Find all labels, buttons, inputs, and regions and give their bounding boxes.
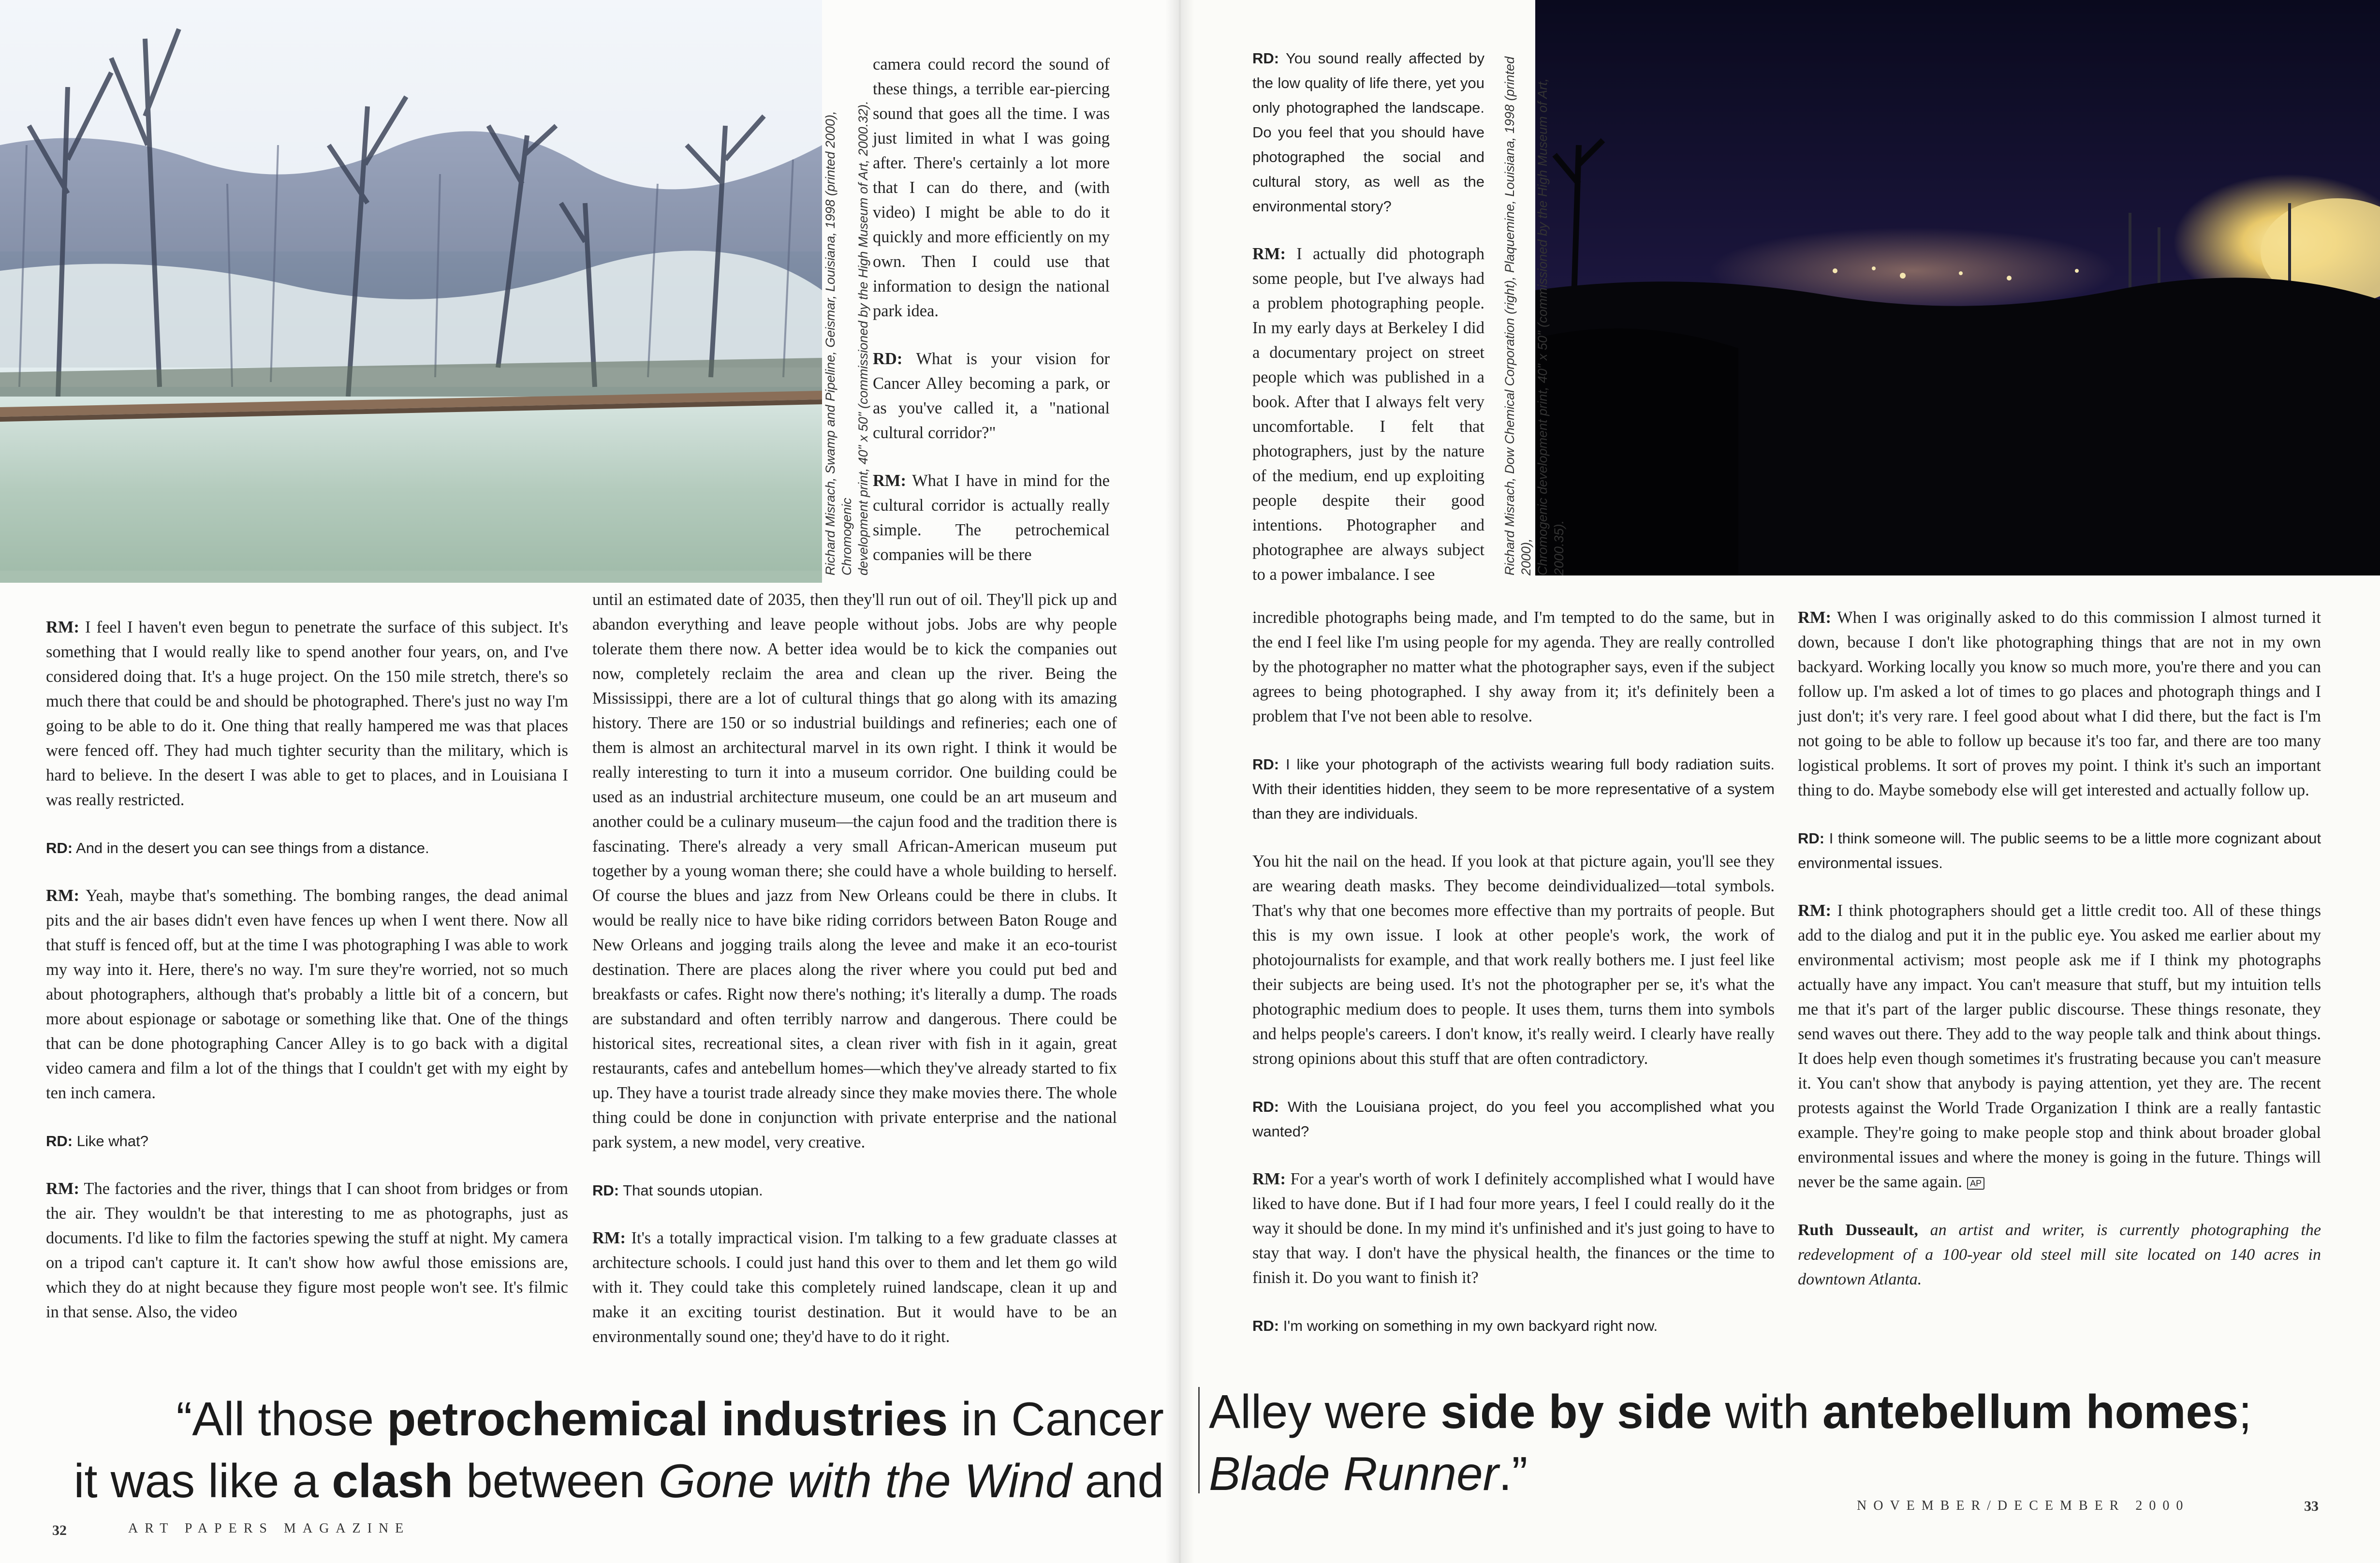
paragraph [46, 884, 568, 1106]
paragraph [46, 615, 568, 812]
pull-quote-text: ; [2238, 1385, 2252, 1438]
pull-quote-line [74, 1388, 1164, 1450]
pull-quote-text: in Cancer [948, 1392, 1164, 1445]
speaker-label: RM: [1252, 245, 1286, 263]
paragraph-text: You sound really affected by the low quality of life there, yet you only photographed the landscape. Do you feel that you should have photographed the social and cultural story, as well as the environmental story? [1252, 50, 1484, 215]
author-bio [1798, 1218, 2321, 1292]
question [1252, 46, 1484, 219]
paragraph-text: Yeah, maybe that's something. The bombing ranges, the dead animal pits and the air bases didn't even have fences up when I went there. Now all that stuff is fenced off, but at the time I was photographing I was able to work my way into it. Here, there's no way. I'm sure they're worried, not so much about photographers, although that's probably a little bit of a concern, but more about espionage or sabotage or something like that. One of the things that can be done photographing Cancer Alley is to go back with a digital video camera and film a lot of the things that I couldn't get with my eight by ten inch camera. [46, 886, 568, 1102]
question [1798, 826, 2321, 875]
pull-quote-text: with [1712, 1385, 1823, 1438]
paragraph [46, 1177, 568, 1325]
issue-date: NOVEMBER/DECEMBER 2000 [1857, 1498, 2190, 1513]
dow-chemical-night-photo [1535, 0, 2380, 575]
paragraph-text: That sounds utopian. [623, 1182, 763, 1199]
paragraph-text: It's a totally impractical vision. I'm talking to a few graduate classes at architecture schools. I could just hand this over to them and let them go wild with it. They could take this completely ruined landscape, clean it up and make it an exciting tourist destination. But it would have to be an environmentally sound one; they'd have to do it right. [592, 1229, 1117, 1346]
swamp-pipeline-photo [0, 0, 822, 583]
question [1252, 752, 1775, 826]
paragraph [1252, 1167, 1775, 1290]
paragraph [592, 1226, 1117, 1349]
paragraph [1798, 899, 2321, 1194]
pull-quote-line [1209, 1381, 2252, 1443]
speaker-label: RM: [592, 1229, 626, 1247]
speaker-label: RD: [592, 1182, 619, 1199]
pull-quote-text: Alley were [1209, 1385, 1441, 1438]
paragraph-text: incredible photographs being made, and I'm tempted to do the same, but in the end I feel like I'm using people for my agenda. They are really controlled by the photographer no matter what the photographer says, even if the subject agrees to being photographed. I shy away from it; it's definitely been a problem that I've not been able to resolve. [1252, 608, 1775, 725]
speaker-label: RD: [1252, 1317, 1279, 1334]
question [592, 1178, 1117, 1203]
text-column-1 [46, 615, 568, 1325]
speaker-label: RM: [46, 618, 79, 636]
speaker-label: RM: [873, 472, 906, 490]
question [46, 836, 568, 860]
pull-quote-emphasis: side by side [1440, 1385, 1712, 1438]
author-name: Ruth Dusseault, [1798, 1221, 1918, 1239]
paragraph [1252, 605, 1775, 729]
pull-quote-emphasis: antebellum homes [1822, 1385, 2239, 1438]
pull-quote-line [74, 1450, 1164, 1512]
speaker-label: RD: [1252, 756, 1279, 773]
pull-quote-line [1209, 1443, 2252, 1504]
paragraph [1252, 849, 1775, 1071]
speaker-label: RM: [46, 886, 79, 905]
pull-quote-emphasis: clash [332, 1454, 453, 1507]
pull-quote-text: it was like a [73, 1454, 332, 1507]
end-mark: AP [1967, 1177, 1984, 1190]
author-bio-text: an artist and writer, is currently photographing the redevelopment of a 100-year old steel mill site located on 140 acres in downtown Atlanta. [1798, 1221, 2321, 1288]
paragraph-text: I like your photograph of the activists wearing full body radiation suits. With their identities hidden, they seem to be more representative of a system than they are individuals. [1252, 756, 1775, 822]
question [1252, 1313, 1775, 1338]
pull-quote-right [1209, 1381, 2252, 1504]
pull-quote-title: Blade Runner [1209, 1447, 1499, 1500]
paragraph [592, 588, 1117, 1155]
paragraph [873, 347, 1110, 445]
paragraph [1252, 242, 1484, 587]
paragraph-text: I feel I haven't even begun to penetrate the surface of this subject. It's something that I would really like to spend another four years, on, and I've considered doing that. It's a huge project. On the 150 mile stretch, there's so much there that could be and should be photographed. There's just no way I'm going to be able to do it. One thing that really hampered me was that places were fenced off. They had much tighter security than the military, which is hard to believe. In the desert I was able to get to places, and in Louisiana I was really restricted. [46, 618, 568, 809]
page-gutter [1165, 0, 1194, 1563]
paragraph-text: What is your vision for Cancer Alley becoming a park, or as you've called it, a "national cultural corridor?" [873, 350, 1110, 442]
paragraph-text: When I was originally asked to do this commission I almost turned it down, because I don't like photographing things that are not in my own backyard. Working locally you know so much more, you're there and you can follow up. I'm asked a lot of times to go places and photograph things and I just don't; it's very rare. I feel good about what I did there, but the fact is I'm not going to be able to follow up because it's too far, and there are too many logistical problems. It sort of proves my point. I think it's such an important thing to do. Maybe somebody else will get interested and actually follow up. [1798, 608, 2321, 799]
speaker-label: RM: [1798, 901, 1831, 920]
page-number-right: 33 [2304, 1498, 2319, 1514]
paragraph-text: Like what? [76, 1133, 148, 1150]
question [46, 1129, 568, 1153]
text-column-3 [1252, 605, 1775, 1338]
speaker-label: RD: [46, 1133, 73, 1150]
magazine-name: ART PAPERS MAGAZINE [128, 1521, 411, 1536]
pull-quote-text: .” [1499, 1447, 1528, 1500]
page-number-left: 32 [52, 1522, 67, 1538]
paragraph-text: I think photographers should get a little credit too. All of these things add to the dialog and put it in the public eye. You asked me earlier about my environmental activism; most people ask me if I think my photographs actually have any impact. You can't measure that stuff, but my intuition tells me that it's part of the larger public discourse. These things resonate, they send waves out there. They add to the way people talk and think about things. It does help even though sometimes it's frustrating because you can't measure it. You can't show that anybody is paying attention, yet they are. The recent protests against the World Trade Organization I think are a really fantastic example. They're going to make people stop and think about broader global environmental issues and where the money is going in the future. Things will never be the same again. [1798, 901, 2321, 1191]
speaker-label: RM: [1798, 608, 1831, 627]
paragraph-text: until an estimated date of 2035, then they'll run out of oil. They'll pick up and abandon everything and leave people without jobs. Jobs are why people tolerate them there now. A better idea would be to kick the companies out now, completely reclaim the area and clean up the river. Being the Mississippi, there are a lot of cultural things that go along with its amazing history. There are 150 or so industrial buildings and refineries; each one of them is almost an architectural marvel in its own right. I think it would be really interesting to turn it into a museum corridor. One building could be used as an industrial architecture museum, one could be an art museum and another could be a culinary museum—the cajun food and the tradition there is fascinating. There's already a very small African-American museum put together by a young woman there; she could have a whole building to herself. Of course the blues and jazz from New Orleans could be there in clubs. It would be really nice to have bike riding corridors between Baton Rouge and New Orleans and jogging trails along the levee and make it an eco-tourist destination. There are places along the river where you could put bed and breakfasts or cafes. Right now there's nothing; it's literally a dump. The roads are substandard and often terribly narrow and dangerous. There could be historical sites, recreational sites, a clean river with fish in it again, great restaurants, cafes and antebellum homes—which they've already started to fix up. They have a tourist trade already since they make movies there. The whole thing could be done in conjunction with private enterprise and the national park system, a new model, very creative. [592, 590, 1117, 1151]
paragraph-text: I think someone will. The public seems to be a little more cognizant about environmental issues. [1798, 830, 2321, 871]
paragraph: camera could record the sound of these things, a terrible ear-piercing sound that goes all the time. I was just limited in what I was going after. There's certainly a lot more that I can do there, and (with video) I might be able to do it quickly and more efficiently on my own. Then I could use that information to design the national park idea. [873, 55, 1110, 320]
pull-quote-divider [1198, 1387, 1200, 1493]
pull-quote-text: between [453, 1454, 659, 1507]
speaker-label: RM: [1252, 1170, 1286, 1188]
paragraph-text: I'm working on something in my own backyard right now. [1283, 1317, 1658, 1334]
pull-quote-title: Gone with the Wind [658, 1454, 1072, 1507]
lead-column-left [873, 52, 1110, 567]
pull-quote-left [74, 1388, 1164, 1512]
paragraph-text: You hit the nail on the head. If you look at that picture again, you'll see they are wearing death masks. They become deindividualized—total symbols. That's why that one becomes more effective than my portraits of people. But this is my own issue. I look at other people's work, the work of photojournalists for example, and that work really bothers me. I just feel like their subjects are being used. It's not the photographer per se, it's what the photographic medium does to people. It uses them, turns them into symbols and helps people's careers. I don't know, it's really weird. I clearly have really strong opinions about this stuff that are often contradictory. [1252, 852, 1775, 1068]
paragraph-text: With the Louisiana project, do you feel you accomplished what you wanted? [1252, 1098, 1775, 1140]
swamp-photo-caption: Richard Misrach, Swamp and Pipeline, Geismar, Louisiana, 1998 (printed 2000), Chromogenic development print, 40" x 50" (commissioned by the High Museum of Art, 2000.32). [823, 101, 870, 575]
question [1252, 1094, 1775, 1144]
speaker-label: RD: [46, 840, 73, 856]
speaker-label: RD: [1252, 50, 1279, 67]
pull-quote-emphasis: petrochemical industries [387, 1392, 948, 1445]
paragraph-text: What I have in mind for the cultural corridor is actually really simple. The petrochemical companies will be there [873, 472, 1110, 564]
speaker-label: RD: [873, 350, 903, 368]
paragraph-text: And in the desert you can see things from a distance. [76, 840, 429, 856]
lead-column-right [1252, 46, 1484, 587]
speaker-label: RM: [46, 1180, 79, 1198]
paragraph [1798, 605, 2321, 803]
paragraph-text: I actually did photograph some people, but I've always had a problem photographing people. In my early days at Berkeley I did a documentary project on street people which was published in a book. After that I always felt very uncomfortable. I felt that photographers, just by the nature of the medium, end up exploiting people despite their good intentions. Photographer and photographee are always subject to a power imbalance. I see [1252, 245, 1484, 584]
pull-quote-text: and [1072, 1454, 1164, 1507]
speaker-label: RD: [1252, 1098, 1279, 1115]
speaker-label: RD: [1798, 830, 1825, 847]
paragraph-text: For a year's worth of work I definitely accomplished what I would have liked to have done. But if I had four more years, I feel I could really do it the way it should be done. In my mind it's unfinished and it's just going to have to stay that way. I don't have the physical health, the finances or the time to finish it. Do you want to finish it? [1252, 1170, 1775, 1287]
paragraph-text: The factories and the river, things that I can shoot from bridges or from the air. They wouldn't be that interesting to me as photographs, just as documents. I'd like to film the factories spewing the stuff at night. My camera on a tripod can't capture it. It can't show how awful those emissions are, which they do at night because they figure most people won't see. It's filmic in that sense. Also, the video [46, 1180, 568, 1321]
text-column-2 [592, 588, 1117, 1349]
night-photo-caption: Richard Misrach, Dow Chemical Corporation (right), Plaquemine, Louisiana, 1998 (printed 2000), Chromogenic development print, 40" x 50" (commissioned by the High Museum of Art, 2000.35). [1502, 57, 1566, 575]
pull-quote-text: “All those [176, 1392, 387, 1445]
paragraph [873, 469, 1110, 567]
text-column-4 [1798, 605, 2321, 1292]
